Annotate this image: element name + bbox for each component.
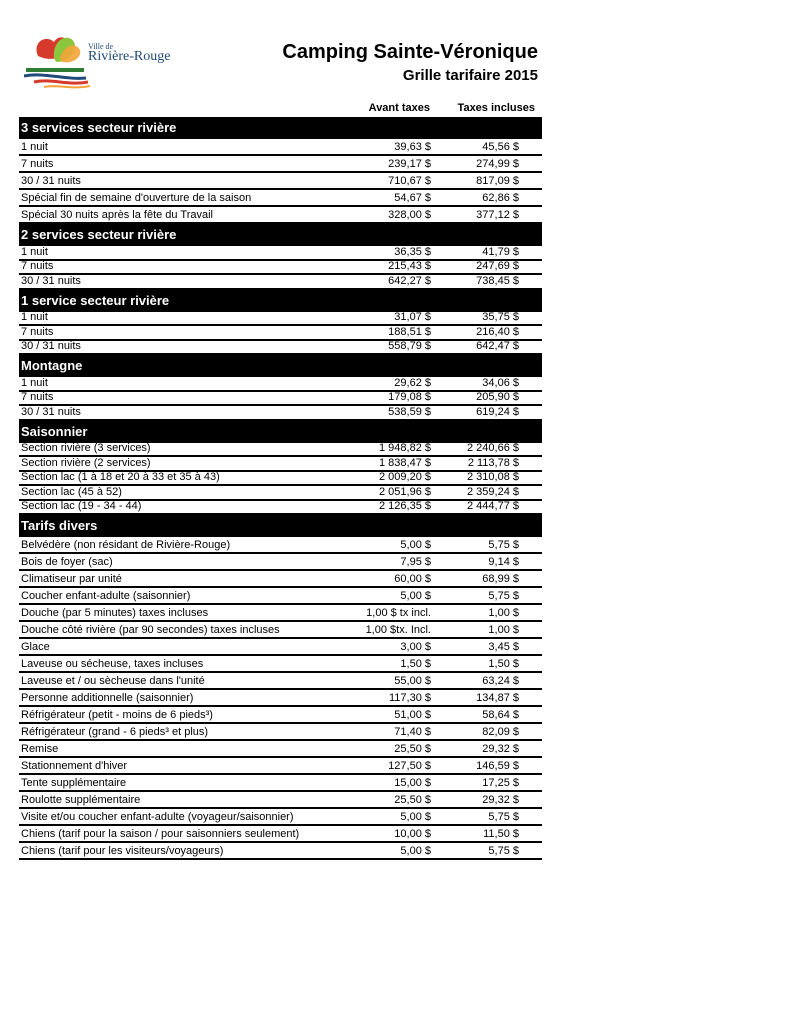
table-row xyxy=(19,588,542,605)
table-row xyxy=(19,758,542,775)
row-label: Spécial 30 nuits après la fête du Travail xyxy=(21,209,214,221)
price-tax-included: 134,87 $ xyxy=(476,692,519,704)
price-before-tax: 1 838,47 $ xyxy=(379,456,431,469)
table-row xyxy=(19,246,542,261)
price-tax-included: 17,25 $ xyxy=(482,777,519,789)
table-row xyxy=(19,843,542,860)
price-before-tax: 710,67 $ xyxy=(388,175,431,187)
price-before-tax: 25,50 $ xyxy=(394,794,431,806)
price-tax-included: 1,50 $ xyxy=(488,658,519,670)
table-row xyxy=(19,622,542,639)
row-label: 7 nuits xyxy=(21,260,54,272)
price-tax-included: 5,75 $ xyxy=(488,811,519,823)
price-before-tax: 558,79 $ xyxy=(388,340,431,352)
price-tax-included: 5,75 $ xyxy=(488,590,519,602)
table-row xyxy=(19,639,542,656)
row-label: Chiens (tarif pour les visiteurs/voyageurs) xyxy=(21,845,224,857)
table-row xyxy=(19,656,542,673)
table-row xyxy=(19,261,542,276)
table-row xyxy=(19,690,542,707)
table-row xyxy=(19,275,542,290)
section-header: Tarifs divers xyxy=(19,515,542,537)
table-row xyxy=(19,312,542,327)
price-tax-included: 216,40 $ xyxy=(476,325,519,338)
row-label: Remise xyxy=(21,743,59,755)
page-subtitle: Grille tarifaire 2015 xyxy=(402,67,538,84)
price-before-tax: 2 051,96 $ xyxy=(379,485,431,498)
price-tax-included: 738,45 $ xyxy=(476,274,519,287)
table-row xyxy=(19,792,542,809)
price-before-tax: 29,62 $ xyxy=(394,376,431,389)
section-header: 2 services secteur rivière xyxy=(19,224,542,246)
price-before-tax: 51,00 $ xyxy=(394,709,431,721)
table-row xyxy=(19,156,542,173)
price-tax-included: 62,86 $ xyxy=(482,192,519,204)
price-before-tax: 1,00 $tx. Incl. xyxy=(365,624,431,636)
row-label: 30 / 31 nuits xyxy=(21,274,81,287)
price-tax-included: 2 359,24 $ xyxy=(467,485,519,498)
price-before-tax: 60,00 $ xyxy=(394,573,431,585)
table-row xyxy=(19,724,542,741)
row-label: Climatiseur par unité xyxy=(21,573,122,585)
price-before-tax: 642,27 $ xyxy=(388,274,431,287)
price-before-tax: 36,35 $ xyxy=(394,245,431,258)
price-tax-included: 5,75 $ xyxy=(488,845,519,857)
table-row xyxy=(19,537,542,554)
table-row xyxy=(19,207,542,224)
price-tax-included: 35,75 $ xyxy=(482,311,519,323)
price-tax-included: 619,24 $ xyxy=(476,405,519,418)
row-label: 7 nuits xyxy=(21,158,54,170)
row-label: Laveuse ou sécheuse, taxes incluses xyxy=(21,658,204,670)
price-tax-included: 82,09 $ xyxy=(482,726,519,738)
section-header: Saisonnier xyxy=(19,421,542,443)
table-row xyxy=(19,741,542,758)
price-tax-included: 146,59 $ xyxy=(476,760,519,772)
price-tax-included: 377,12 $ xyxy=(476,209,519,221)
table-row xyxy=(19,501,542,516)
table-row xyxy=(19,173,542,190)
price-tax-included: 2 113,78 $ xyxy=(467,456,519,469)
table-row xyxy=(19,326,542,341)
table-row xyxy=(19,571,542,588)
price-tax-included: 58,64 $ xyxy=(482,709,519,721)
price-tax-included: 68,99 $ xyxy=(482,573,519,585)
table-row xyxy=(19,392,542,407)
section-header: Montagne xyxy=(19,355,542,377)
price-tax-included: 1,00 $ xyxy=(488,607,519,619)
price-tax-included: 45,56 $ xyxy=(482,141,519,153)
column-header-before-tax: Avant taxes xyxy=(368,102,430,114)
row-label: 1 nuit xyxy=(21,141,48,153)
price-before-tax: 328,00 $ xyxy=(388,209,431,221)
price-tax-included: 41,79 $ xyxy=(482,245,519,258)
row-label: 1 nuit xyxy=(21,376,48,389)
row-label: Section rivière (2 services) xyxy=(21,456,151,469)
row-label: Réfrigérateur (grand - 6 pieds³ et plus) xyxy=(21,726,209,738)
row-label: Spécial fin de semaine d'ouverture de la saison xyxy=(21,192,252,204)
price-before-tax: 127,50 $ xyxy=(388,760,431,772)
price-before-tax: 10,00 $ xyxy=(394,828,431,840)
price-before-tax: 1,00 $ tx incl. xyxy=(366,607,431,619)
row-label: Laveuse et / ou sècheuse dans l'unité xyxy=(21,675,205,687)
section-header: 3 services secteur rivière xyxy=(19,117,542,139)
row-label: Réfrigérateur (petit - moins de 6 pieds³) xyxy=(21,709,213,721)
row-label: Visite et/ou coucher enfant-adulte (voyageur/saisonnier) xyxy=(21,811,294,823)
table-row xyxy=(19,406,542,421)
price-before-tax: 215,43 $ xyxy=(388,260,431,272)
price-before-tax: 5,00 $ xyxy=(400,811,431,823)
price-tax-included: 63,24 $ xyxy=(482,675,519,687)
price-before-tax: 54,67 $ xyxy=(394,192,431,204)
row-label: Personne additionnelle (saisonnier) xyxy=(21,692,194,704)
table-row xyxy=(19,341,542,356)
row-label: Bois de foyer (sac) xyxy=(21,556,113,568)
table-row xyxy=(19,443,542,458)
price-before-tax: 7,95 $ xyxy=(400,556,431,568)
row-label: Coucher enfant-adulte (saisonnier) xyxy=(21,590,191,602)
price-tax-included: 1,00 $ xyxy=(488,624,519,636)
row-label: 30 / 31 nuits xyxy=(21,340,81,352)
table-row xyxy=(19,377,542,392)
price-before-tax: 538,59 $ xyxy=(388,405,431,418)
section-header: 1 service secteur rivière xyxy=(19,290,542,312)
price-tax-included: 2 444,77 $ xyxy=(467,500,519,512)
table-row xyxy=(19,472,542,487)
row-label: Glace xyxy=(21,641,50,653)
price-before-tax: 5,00 $ xyxy=(400,539,431,551)
table-row xyxy=(19,139,542,156)
price-before-tax: 39,63 $ xyxy=(394,141,431,153)
price-before-tax: 1,50 $ xyxy=(400,658,431,670)
table-row xyxy=(19,457,542,472)
price-before-tax: 188,51 $ xyxy=(388,325,431,338)
price-tax-included: 2 240,66 $ xyxy=(467,442,519,454)
price-tax-included: 29,32 $ xyxy=(482,794,519,806)
row-label: Section lac (45 à 52) xyxy=(21,485,122,498)
row-label: 30 / 31 nuits xyxy=(21,175,81,187)
price-before-tax: 5,00 $ xyxy=(400,845,431,857)
price-before-tax: 2 009,20 $ xyxy=(379,471,431,483)
price-tax-included: 642,47 $ xyxy=(476,340,519,352)
row-label: 1 nuit xyxy=(21,245,48,258)
price-before-tax: 15,00 $ xyxy=(394,777,431,789)
row-label: Douche côté rivière (par 90 secondes) taxes incluses xyxy=(21,624,280,636)
table-row xyxy=(19,775,542,792)
table-row xyxy=(19,190,542,207)
table-row xyxy=(19,809,542,826)
price-tax-included: 274,99 $ xyxy=(476,158,519,170)
price-before-tax: 179,08 $ xyxy=(388,391,431,403)
logo-text-small: Ville de xyxy=(88,42,114,51)
row-label: 7 nuits xyxy=(21,325,54,338)
price-tax-included: 9,14 $ xyxy=(488,556,519,568)
row-label: 1 nuit xyxy=(21,311,48,323)
logo-text-big: Rivière-Rouge xyxy=(88,49,171,64)
page-title: Camping Sainte-Véronique xyxy=(282,41,538,63)
price-tax-included: 817,09 $ xyxy=(476,175,519,187)
price-before-tax: 2 126,35 $ xyxy=(379,500,431,512)
table-row xyxy=(19,826,542,843)
row-label: 7 nuits xyxy=(21,391,54,403)
price-tax-included: 34,06 $ xyxy=(482,376,519,389)
price-tax-included: 247,69 $ xyxy=(476,260,519,272)
rate-table xyxy=(19,117,542,860)
price-before-tax: 239,17 $ xyxy=(388,158,431,170)
table-row xyxy=(19,605,542,622)
row-label: Roulotte supplémentaire xyxy=(21,794,141,806)
row-label: Chiens (tarif pour la saison / pour saisonniers seulement) xyxy=(21,828,300,840)
price-before-tax: 71,40 $ xyxy=(394,726,431,738)
price-before-tax: 31,07 $ xyxy=(394,311,431,323)
row-label: Section lac (19 - 34 - 44) xyxy=(21,500,142,512)
row-label: Tente supplémentaire xyxy=(21,777,127,789)
price-before-tax: 1 948,82 $ xyxy=(379,442,431,454)
price-before-tax: 25,50 $ xyxy=(394,743,431,755)
row-label: Stationnement d'hiver xyxy=(21,760,128,772)
price-tax-included: 11,50 $ xyxy=(483,828,519,840)
price-before-tax: 5,00 $ xyxy=(400,590,431,602)
table-row xyxy=(19,673,542,690)
price-before-tax: 117,30 $ xyxy=(388,692,431,704)
row-label: Section lac (1 à 18 et 20 à 33 et 35 à 43) xyxy=(21,471,220,483)
price-tax-included: 2 310,08 $ xyxy=(467,471,519,483)
price-tax-included: 205,90 $ xyxy=(476,391,519,403)
table-row xyxy=(19,554,542,571)
price-tax-included: 3,45 $ xyxy=(488,641,519,653)
price-tax-included: 29,32 $ xyxy=(482,743,519,755)
price-tax-included: 5,75 $ xyxy=(488,539,519,551)
row-label: Belvédère (non résidant de Rivière-Rouge) xyxy=(21,539,231,551)
row-label: Section rivière (3 services) xyxy=(21,442,151,454)
price-before-tax: 3,00 $ xyxy=(400,641,431,653)
row-label: Douche (par 5 minutes) taxes incluses xyxy=(21,607,209,619)
price-before-tax: 55,00 $ xyxy=(394,675,431,687)
table-row xyxy=(19,707,542,724)
column-header-tax-included: Taxes incluses xyxy=(457,102,535,114)
row-label: 30 / 31 nuits xyxy=(21,405,81,418)
table-row xyxy=(19,486,542,501)
